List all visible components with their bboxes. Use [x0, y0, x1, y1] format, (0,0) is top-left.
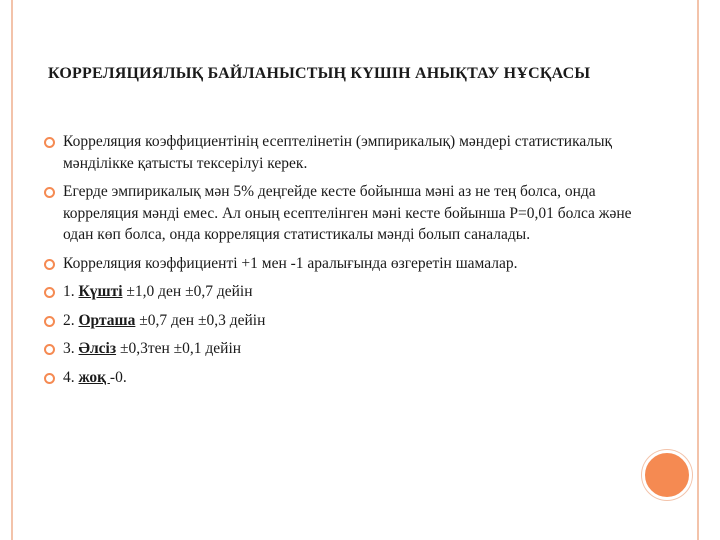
bullet-circle-icon [44, 187, 55, 198]
level-range: ±0,7 ден ±0,3 дейін [135, 311, 266, 329]
left-frame-line [11, 0, 13, 540]
slide-title: КОРРЕЛЯЦИЯЛЫҚ БАЙЛАНЫСТЫҢ КҮШІН АНЫҚТАУ НҰСҚАСЫ [48, 65, 591, 82]
bullet-list [44, 131, 644, 395]
bullet-item-weak [44, 338, 644, 360]
bullet-circle-icon [44, 373, 55, 384]
bullet-circle-icon [44, 344, 55, 355]
decorative-orange-circle [642, 450, 692, 500]
bullet-item-medium [44, 310, 644, 332]
level-keyword: жоқ [78, 368, 110, 386]
level-number: 4. [63, 368, 79, 386]
level-keyword: Орташа [78, 311, 136, 329]
right-frame-line [697, 0, 699, 540]
bullet-circle-icon [44, 259, 55, 270]
bullet-item [44, 181, 644, 246]
bullet-circle-icon [44, 316, 55, 327]
bullet-item-strong [44, 281, 644, 303]
bullet-circle-icon [44, 287, 55, 298]
level-range: -0. [109, 368, 127, 386]
level-range: ±0,3тен ±0,1 дейін [116, 340, 242, 357]
level-number: 1. [63, 283, 79, 300]
bullet-item [44, 253, 644, 275]
level-number: 2. [63, 311, 79, 329]
bullet-item-none [44, 367, 644, 389]
bullet-text: Корреляция коэффициенті +1 мен -1 аралығында өзгеретін шамалар. [63, 254, 518, 272]
level-number: 3. [63, 340, 79, 357]
level-keyword: Әлсіз [78, 340, 117, 357]
level-range: ±1,0 ден ±0,7 дейін [122, 283, 253, 300]
bullet-text: Корреляция коэффициентінің есептелінетін (эмпирикалық) мәндері статистикалық мәнділікке қатысты тексерілуі керек. [63, 133, 613, 172]
bullet-item [44, 131, 644, 174]
bullet-text: Егерде эмпирикалық мән 5% деңгейде кесте бойынша мәні аз не тең болса, онда корреляция мәнді емес. Ал оның есептелінген мәні кесте бойынша Р=0,01 болса және одан көп болса, онда корреляция статистикалы мәнді болып саналады. [63, 183, 632, 243]
level-keyword: Күшті [78, 283, 123, 300]
bullet-circle-icon [44, 137, 55, 148]
